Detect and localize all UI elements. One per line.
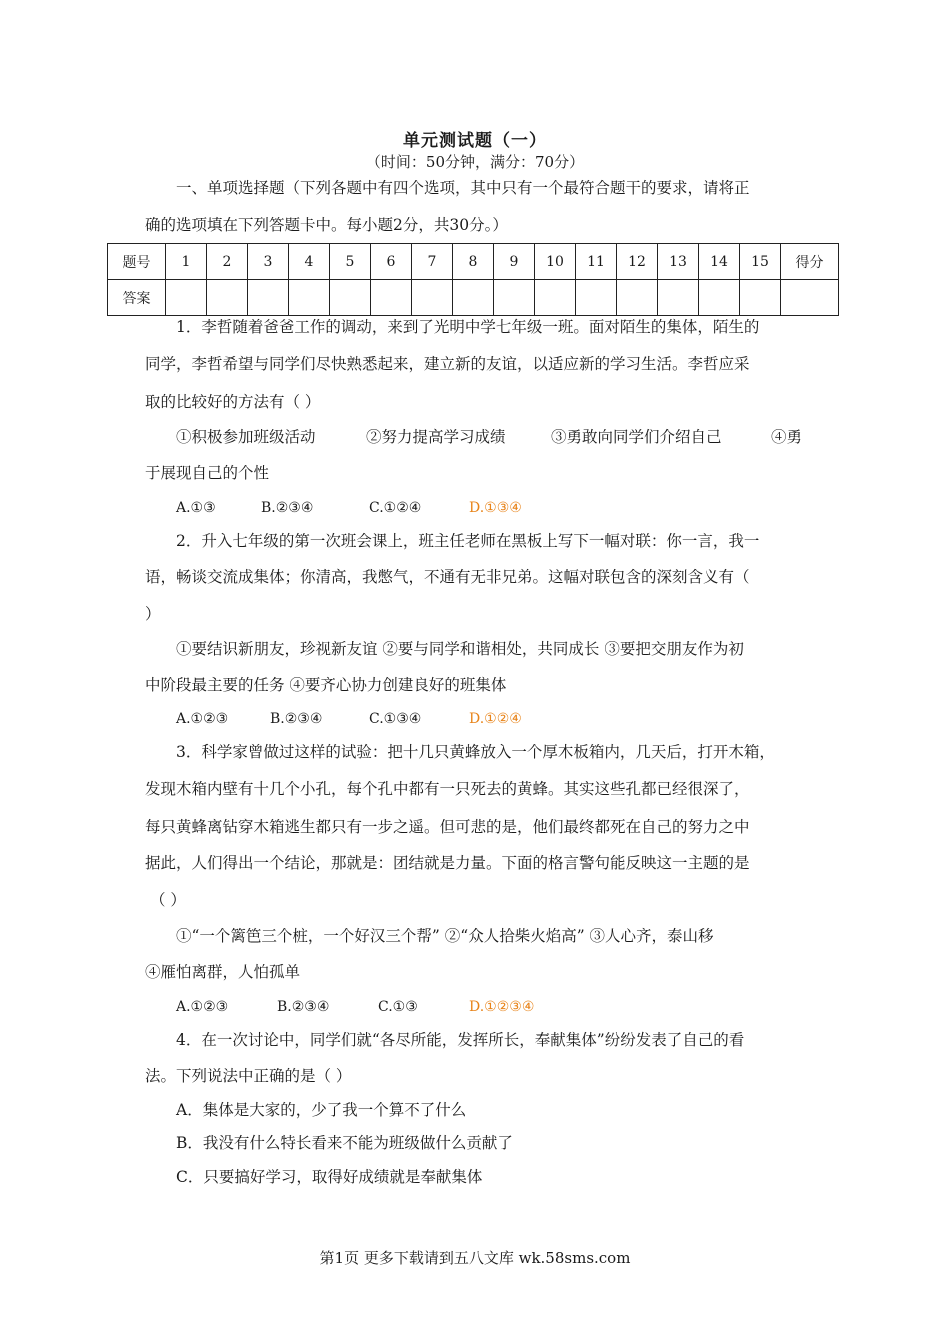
question-number-cell: 3 [248, 244, 289, 280]
q3-stem-line2: 发现木箱内壁有十几个小孔，每个孔中都有一只死去的黄蜂。其实这些孔都已经很深了， [145, 780, 750, 798]
answer-cell[interactable] [658, 280, 699, 316]
question-number-cell: 5 [330, 244, 371, 280]
question-number-cell: 13 [658, 244, 699, 280]
question-number-cell: 11 [576, 244, 617, 280]
q4-option-a[interactable]: A．集体是大家的，少了我一个算不了什么 [176, 1101, 467, 1119]
q1-statement-4: ④勇 [771, 428, 803, 446]
q2-statement-line2: 中阶段最主要的任务 ④要齐心协力创建良好的班集体 [145, 676, 507, 694]
q4-stem-line1: 4．在一次讨论中，同学们就“各尽所能，发挥所长，奉献集体”纷纷发表了自己的看 [176, 1031, 745, 1049]
q1-option-b[interactable]: B.②③④ [261, 500, 314, 516]
q2-stem-line1: 2．升入七年级的第一次班会课上，班主任老师在黑板上写下一幅对联：你一言，我一 [176, 532, 760, 550]
score-cell[interactable] [781, 280, 839, 316]
section-instruction-line1: 一、单项选择题（下列各题中有四个选项，其中只有一个最符合题干的要求，请将正 [176, 179, 750, 197]
q4-stem-line2: 法。下列说法中正确的是（ ） [145, 1067, 352, 1085]
q2-statement-line1: ①要结识新朋友，珍视新友谊 ②要与同学和谐相处，共同成长 ③要把交朋友作为初 [176, 640, 744, 658]
q1-option-a[interactable]: A.①③ [176, 500, 216, 516]
answer-cell[interactable] [166, 280, 207, 316]
answer-card-table [107, 243, 839, 316]
q3-stem-line4: 据此，人们得出一个结论，那就是：团结就是力量。下面的格言警句能反映这一主题的是 [145, 854, 750, 872]
q1-option-c[interactable]: C.①②④ [369, 500, 422, 516]
page-footer: 第1页 更多下载请到五八文库 wk.58sms.com [319, 1249, 631, 1267]
q1-statement-line2: 于展现自己的个性 [145, 464, 270, 482]
section-instruction-line2: 确的选项填在下列答题卡中。每小题2分，共30分。） [145, 216, 508, 234]
answer-cell[interactable] [535, 280, 576, 316]
answer-cell[interactable] [740, 280, 781, 316]
q3-stem-line3: 每只黄蜂离钻穿木箱逃生都只有一步之遥。但可悲的是，他们最终都死在自己的努力之中 [145, 818, 750, 836]
q3-statement-line1: ①“一个篱笆三个桩，一个好汉三个帮” ②“众人拾柴火焰高” ③人心齐，泰山移 [176, 927, 714, 945]
q1-statement-1: ①积极参加班级活动 [176, 428, 316, 446]
q4-option-b[interactable]: B．我没有什么特长看来不能为班级做什么贡献了 [176, 1134, 513, 1152]
question-number-cell: 6 [371, 244, 412, 280]
question-number-cell: 4 [289, 244, 330, 280]
q3-option-b[interactable]: B.②③④ [277, 999, 330, 1015]
q1-statement-2: ②努力提高学习成绩 [366, 428, 506, 446]
question-number-cell: 8 [453, 244, 494, 280]
q2-stem-line2: 语，畅谈交流成集体；你清高，我憋气，不通有无非兄弟。这幅对联包含的深刻含义有（ [145, 568, 750, 586]
question-number-cell: 12 [617, 244, 658, 280]
question-number-cell: 9 [494, 244, 535, 280]
score-label-cell: 得分 [781, 244, 839, 280]
q1-statement-3: ③勇敢向同学们介绍自己 [551, 428, 722, 446]
answer-cell[interactable] [371, 280, 412, 316]
answer-card-number-row [108, 244, 839, 280]
answer-cell[interactable] [453, 280, 494, 316]
answer-cell[interactable] [617, 280, 658, 316]
answer-cell[interactable] [248, 280, 289, 316]
q1-stem-line3: 取的比较好的方法有（ ） [145, 393, 321, 411]
exam-info: （时间：50分钟，满分：70分） [365, 153, 585, 171]
q3-stem-line1: 3．科学家曾做过这样的试验：把十几只黄蜂放入一个厚木板箱内，几天后，打开木箱， [176, 743, 775, 761]
page-title: 单元测试题（一） [403, 131, 547, 151]
question-number-cell: 10 [535, 244, 576, 280]
answer-cell[interactable] [494, 280, 535, 316]
q2-option-c[interactable]: C.①③④ [369, 711, 422, 727]
question-number-cell: 1 [166, 244, 207, 280]
question-number-cell: 14 [699, 244, 740, 280]
answer-cell[interactable] [412, 280, 453, 316]
answer-cell[interactable] [289, 280, 330, 316]
q2-stem-line3: ） [145, 605, 161, 623]
q1-stem-line1: 1．李哲随着爸爸工作的调动，来到了光明中学七年级一班。面对陌生的集体，陌生的 [176, 318, 760, 336]
answer-cell[interactable] [576, 280, 617, 316]
answer-cell[interactable] [330, 280, 371, 316]
answer-cell[interactable] [699, 280, 740, 316]
q1-stem-line2: 同学，李哲希望与同学们尽快熟悉起来，建立新的友谊，以适应新的学习生活。李哲应采 [145, 355, 750, 373]
question-number-cell: 15 [740, 244, 781, 280]
row-label-answer: 答案 [108, 280, 166, 316]
q2-option-d-answer[interactable]: D.①②④ [469, 711, 522, 727]
row-label-number: 题号 [108, 244, 166, 280]
q3-statement-line2: ④雁怕离群，人怕孤单 [145, 963, 301, 981]
q3-option-d-answer[interactable]: D.①②③④ [469, 999, 535, 1015]
question-number-cell: 7 [412, 244, 453, 280]
answer-card-answer-row [108, 280, 839, 316]
q4-option-c[interactable]: C．只要搞好学习，取得好成绩就是奉献集体 [176, 1168, 483, 1186]
q2-option-b[interactable]: B.②③④ [270, 711, 323, 727]
answer-cell[interactable] [207, 280, 248, 316]
q3-stem-line5: （ ） [150, 891, 186, 909]
q3-option-c[interactable]: C.①③ [378, 999, 418, 1015]
q1-option-d-answer[interactable]: D.①③④ [469, 500, 522, 516]
q3-option-a[interactable]: A.①②③ [176, 999, 229, 1015]
q2-option-a[interactable]: A.①②③ [176, 711, 229, 727]
question-number-cell: 2 [207, 244, 248, 280]
